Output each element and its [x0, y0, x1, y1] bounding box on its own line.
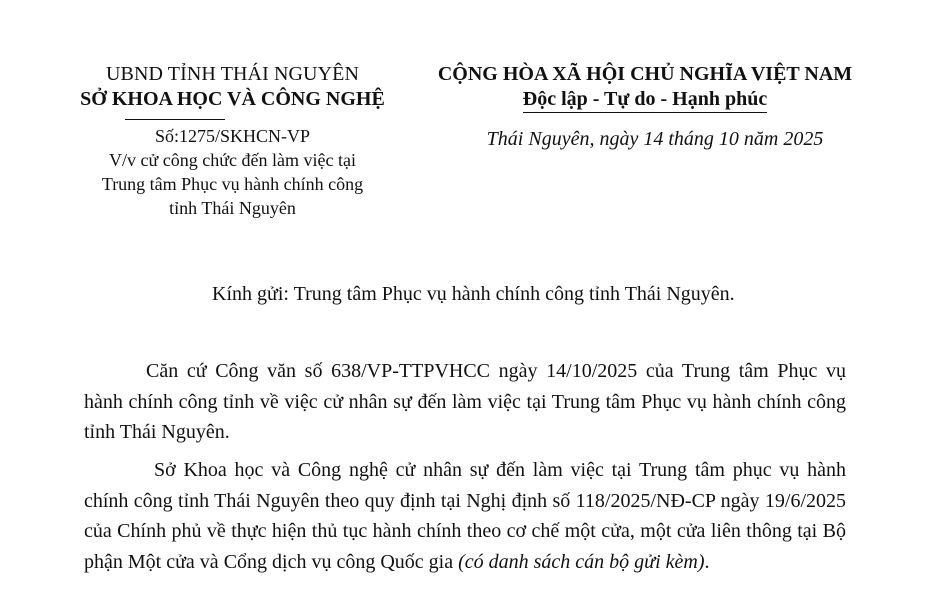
motto-underline — [523, 112, 767, 113]
issuing-agency-block — [40, 62, 425, 220]
subject-line-3: tỉnh Thái Nguyên — [169, 198, 296, 218]
subject-line-2: Trung tâm Phục vụ hành chính công — [101, 174, 364, 194]
national-motto-text: Độc lập - Tự do - Hạnh phúc — [522, 88, 768, 110]
reference-number: Số:1275/SKHCN-VP — [154, 126, 311, 146]
body-paragraph-2 — [84, 455, 846, 577]
body-paragraph-2-end: . — [704, 550, 710, 573]
body-paragraph-1: Căn cứ Công văn số 638/VP-TTPVHCC ngày 14/10/2025 của Trung tâm Phục vụ hành chính công tỉnh về việc cử nhân sự đến làm việc tại Trung tâm Phục vụ hành chính công tỉnh Thái Nguyên. — [84, 360, 846, 443]
recipient-line: Kính gửi: Trung tâm Phục vụ hành chính công tỉnh Thái Nguyên. — [212, 283, 735, 305]
subject-line-1: V/v cử công chức đến làm việc tại — [109, 150, 356, 170]
attachment-note: (có danh sách cán bộ gửi kèm) — [458, 550, 705, 573]
national-motto — [523, 86, 767, 112]
organization-name-text: SỞ KHOA HỌC VÀ CÔNG NGHỆ — [80, 88, 385, 110]
body-paragraph-2-text: Sở Khoa học và Công nghệ cử nhân sự đến làm việc tại Trung tâm phục vụ hành chính công tỉnh Thái Nguyên theo quy định tại Nghị định số 118/2025/NĐ-CP ngày 19/6/2025 của Chính phủ về thực hiện thủ tục hành chính theo cơ chế một cửa, một cửa liên thông tại Bộ phận Một cửa và Cổng dịch vụ công Quốc gia — [84, 459, 846, 573]
organization-name — [80, 86, 385, 112]
national-header-block — [405, 62, 885, 152]
place-date-line: Thái Nguyên, ngày 14 tháng 10 năm 2025 — [486, 128, 824, 150]
parent-organization: UBND TỈNH THÁI NGUYÊN — [105, 63, 359, 85]
organization-underline — [125, 119, 225, 120]
national-title: CỘNG HÒA XÃ HỘI CHỦ NGHĨA VIỆT NAM — [437, 63, 853, 85]
